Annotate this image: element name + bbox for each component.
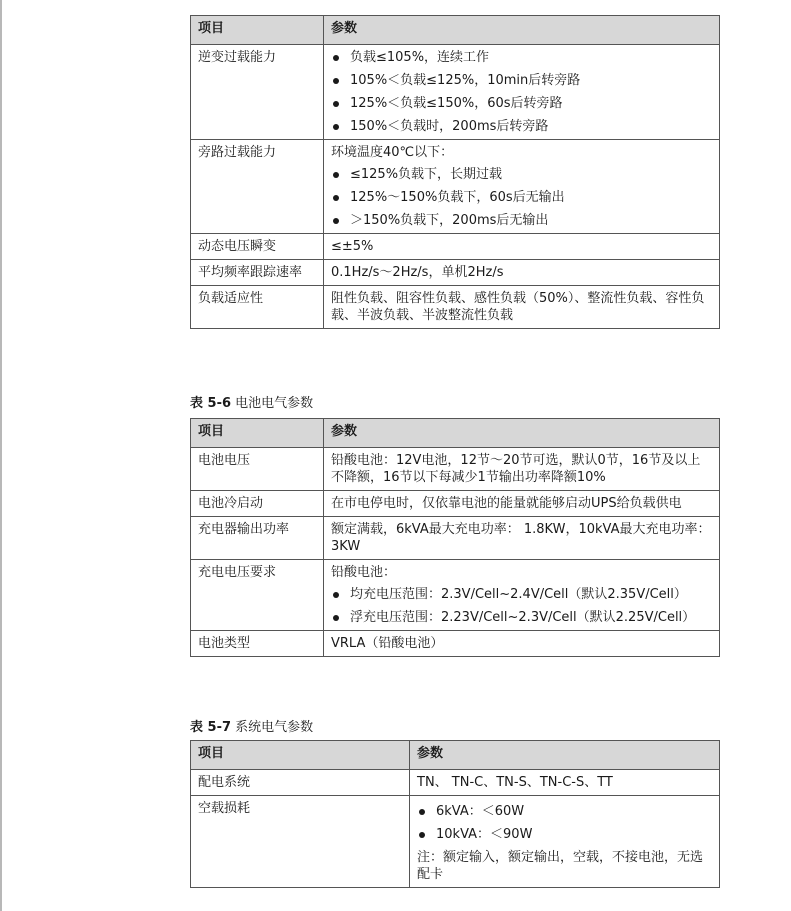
row-item: 电池冷启动 [191,491,324,517]
header-param: 参数 [324,419,720,448]
table-row [191,517,720,560]
system-params-table [190,740,720,888]
list-item: ≤125%负载下，长期过载 [331,166,712,183]
list-item: 浮充电压范围：2.23V/Cell~2.3V/Cell（默认2.25V/Cell） [331,609,712,626]
row-item: 负载适应性 [191,286,324,329]
table-caption-battery [190,392,313,411]
row-value: 额定满载，6kVA最大充电功率： 1.8KW，10kVA最大充电功率：3KW [324,517,720,560]
table-row [191,491,720,517]
table-row [191,260,720,286]
caption-text: 系统电气参数 [235,720,314,735]
row-value: 0.1Hz/s～2Hz/s，单机2Hz/s [324,260,720,286]
caption-number: 表 5-6 [190,396,232,411]
row-value: 铅酸电池：12V电池，12节～20节可选，默认0节，16节及以上不降额，16节以下每减少1节输出功率降额10% [324,448,720,491]
row-item: 充电器输出功率 [191,517,324,560]
table-row [191,796,720,888]
table-row [191,45,720,140]
row-lead-text: 环境温度40℃以下： [331,145,454,160]
header-param: 参数 [324,16,720,45]
table-header-row [191,419,720,448]
bullet-list [331,166,712,229]
row-value [410,796,720,888]
battery-params-table [190,418,720,657]
table-caption-system [190,716,313,735]
row-value: TN、 TN-C、TN-S、TN-C-S、TT [410,770,720,796]
list-item: ＞150%负载下，200ms后无输出 [331,212,712,229]
header-param: 参数 [410,741,720,770]
inverter-bypass-params-table [190,15,720,329]
bullet-list [417,803,712,843]
bullet-list [331,49,712,135]
row-value: ≤±5% [324,234,720,260]
row-note: 注：额定输入，额定输出，空载，不接电池，无选配卡 [417,850,704,882]
row-item: 动态电压瞬变 [191,234,324,260]
row-value: VRLA（铅酸电池） [324,631,720,657]
header-item: 项目 [191,16,324,45]
list-item: 125%＜负载≤150%，60s后转旁路 [331,95,712,112]
header-item: 项目 [191,419,324,448]
table-row [191,560,720,631]
list-item: 10kVA：＜90W [417,826,712,843]
table-row [191,448,720,491]
row-item: 配电系统 [191,770,410,796]
page-left-border [0,0,2,911]
row-item: 旁路过载能力 [191,140,324,234]
list-item: 150%＜负载时，200ms后转旁路 [331,118,712,135]
table-row [191,770,720,796]
header-item: 项目 [191,741,410,770]
list-item: 均充电压范围：2.3V/Cell~2.4V/Cell（默认2.35V/Cell） [331,586,712,603]
row-value [324,45,720,140]
list-item: 负载≤105%，连续工作 [331,49,712,66]
row-item: 充电电压要求 [191,560,324,631]
list-item: 125%～150%负载下，60s后无输出 [331,189,712,206]
bullet-list [331,586,712,626]
list-item: 6kVA：＜60W [417,803,712,820]
row-item: 空载损耗 [191,796,410,888]
caption-number: 表 5-7 [190,720,232,735]
table-row [191,631,720,657]
caption-text: 电池电气参数 [235,396,314,411]
row-value: 阻性负载、阻容性负载、感性负载（50%）、整流性负载、容性负载、半波负载、半波整流性负载 [324,286,720,329]
table-row [191,286,720,329]
table-row [191,140,720,234]
row-item: 电池电压 [191,448,324,491]
row-item: 逆变过载能力 [191,45,324,140]
table-header-row [191,741,720,770]
row-item: 电池类型 [191,631,324,657]
row-item: 平均频率跟踪速率 [191,260,324,286]
table-row [191,234,720,260]
row-lead-text: 铅酸电池： [331,565,397,580]
row-value [324,560,720,631]
row-value [324,140,720,234]
row-value: 在市电停电时，仅依靠电池的能量就能够启动UPS给负载供电 [324,491,720,517]
table-header-row [191,16,720,45]
list-item: 105%＜负载≤125%，10min后转旁路 [331,72,712,89]
